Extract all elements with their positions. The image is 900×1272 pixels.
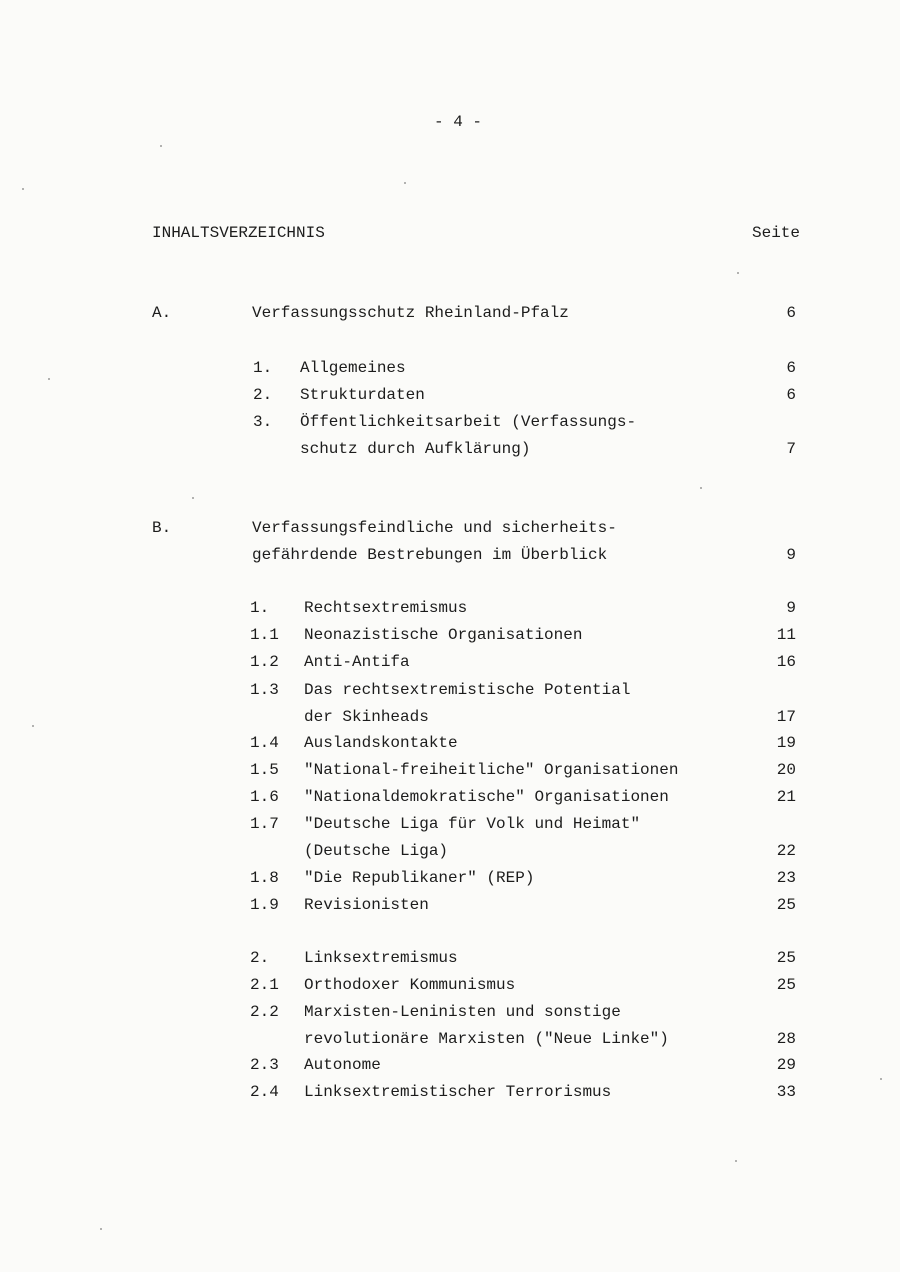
toc-entry-title: der Skinheads — [304, 708, 429, 726]
toc-entry-page: 20 — [776, 761, 796, 779]
toc-entry-page: 9 — [786, 599, 796, 617]
toc-entry-number: 1.7 — [250, 815, 279, 833]
toc-entry-number: 1. — [250, 599, 270, 617]
toc-entry-title: Allgemeines — [300, 359, 406, 377]
scan-speck — [192, 497, 194, 499]
scan-speck — [160, 145, 162, 147]
toc-entry-title: Verfassungsschutz Rheinland-Pfalz — [252, 304, 569, 322]
toc-entry-title: schutz durch Aufklärung) — [300, 440, 531, 458]
toc-entry-page: 33 — [776, 1083, 796, 1101]
toc-entry-page: 17 — [776, 708, 796, 726]
toc-entry-number: 2.2 — [250, 1003, 279, 1021]
toc-entry-number: 1.3 — [250, 681, 279, 699]
toc-entry-title: Verfassungsfeindliche und sicherheits- — [252, 519, 617, 537]
toc-entry-title: revolutionäre Marxisten ("Neue Linke") — [304, 1030, 669, 1048]
scan-speck — [404, 182, 406, 184]
toc-entry-page: 9 — [786, 546, 796, 564]
scan-speck — [700, 487, 702, 489]
toc-entry-number: 1.5 — [250, 761, 279, 779]
toc-entry-title: Linksextremismus — [304, 949, 458, 967]
page-number: - 4 - — [434, 113, 483, 131]
toc-heading: INHALTSVERZEICHNIS — [152, 224, 325, 242]
scan-speck — [22, 188, 24, 190]
page-column-label: Seite — [752, 224, 801, 242]
toc-entry-title: Das rechtsextremistische Potential — [304, 681, 631, 699]
toc-entry-page: 25 — [776, 896, 796, 914]
toc-entry-page: 21 — [776, 788, 796, 806]
toc-entry-title: Strukturdaten — [300, 386, 425, 404]
toc-entry-title: gefährdende Bestrebungen im Überblick — [252, 546, 608, 564]
toc-entry-page: 28 — [776, 1030, 796, 1048]
toc-entry-page: 19 — [776, 734, 796, 752]
toc-entry-page: 6 — [786, 386, 796, 404]
toc-entry-number: 2. — [253, 386, 273, 404]
toc-entry-title: Anti-Antifa — [304, 653, 410, 671]
toc-entry-page: 6 — [786, 359, 796, 377]
toc-entry-title: Autonome — [304, 1056, 381, 1074]
toc-entry-number: A. — [152, 304, 172, 322]
toc-entry-title: "Die Republikaner" (REP) — [304, 869, 535, 887]
toc-entry-number: 1.1 — [250, 626, 279, 644]
toc-entry-number: 1.9 — [250, 896, 279, 914]
toc-entry-title: Rechtsextremismus — [304, 599, 468, 617]
toc-entry-page: 29 — [776, 1056, 796, 1074]
toc-entry-page: 23 — [776, 869, 796, 887]
toc-entry-page: 25 — [776, 949, 796, 967]
toc-entry-number: 1.8 — [250, 869, 279, 887]
scan-speck — [880, 1078, 882, 1080]
scan-speck — [737, 272, 739, 274]
toc-entry-number: 1.6 — [250, 788, 279, 806]
toc-entry-title: (Deutsche Liga) — [304, 842, 449, 860]
toc-entry-number: 2.4 — [250, 1083, 279, 1101]
toc-entry-number: B. — [152, 519, 172, 537]
toc-entry-number: 1.2 — [250, 653, 279, 671]
toc-entry-page: 16 — [776, 653, 796, 671]
toc-entry-number: 1. — [253, 359, 273, 377]
scan-speck — [48, 378, 50, 380]
toc-entry-number: 2.3 — [250, 1056, 279, 1074]
toc-entry-title: "Nationaldemokratische" Organisationen — [304, 788, 669, 806]
scan-speck — [735, 1160, 737, 1162]
toc-entry-page: 6 — [786, 304, 796, 322]
toc-entry-title: Öffentlichkeitsarbeit (Verfassungs- — [300, 413, 637, 431]
toc-entry-title: Neonazistische Organisationen — [304, 626, 583, 644]
toc-entry-title: Orthodoxer Kommunismus — [304, 976, 516, 994]
scan-speck — [32, 725, 34, 727]
toc-entry-title: Auslandskontakte — [304, 734, 458, 752]
toc-entry-page: 11 — [776, 626, 796, 644]
toc-entry-title: "National-freiheitliche" Organisationen — [304, 761, 679, 779]
toc-entry-number: 2.1 — [250, 976, 279, 994]
toc-entry-title: "Deutsche Liga für Volk und Heimat" — [304, 815, 641, 833]
toc-entry-number: 3. — [253, 413, 273, 431]
toc-entry-title: Marxisten-Leninisten und sonstige — [304, 1003, 621, 1021]
toc-entry-page: 22 — [776, 842, 796, 860]
toc-entry-title: Revisionisten — [304, 896, 429, 914]
toc-entry-page: 7 — [786, 440, 796, 458]
scan-speck — [100, 1228, 102, 1230]
toc-entry-number: 1.4 — [250, 734, 279, 752]
toc-entry-title: Linksextremistischer Terrorismus — [304, 1083, 612, 1101]
toc-entry-number: 2. — [250, 949, 270, 967]
toc-entry-page: 25 — [776, 976, 796, 994]
